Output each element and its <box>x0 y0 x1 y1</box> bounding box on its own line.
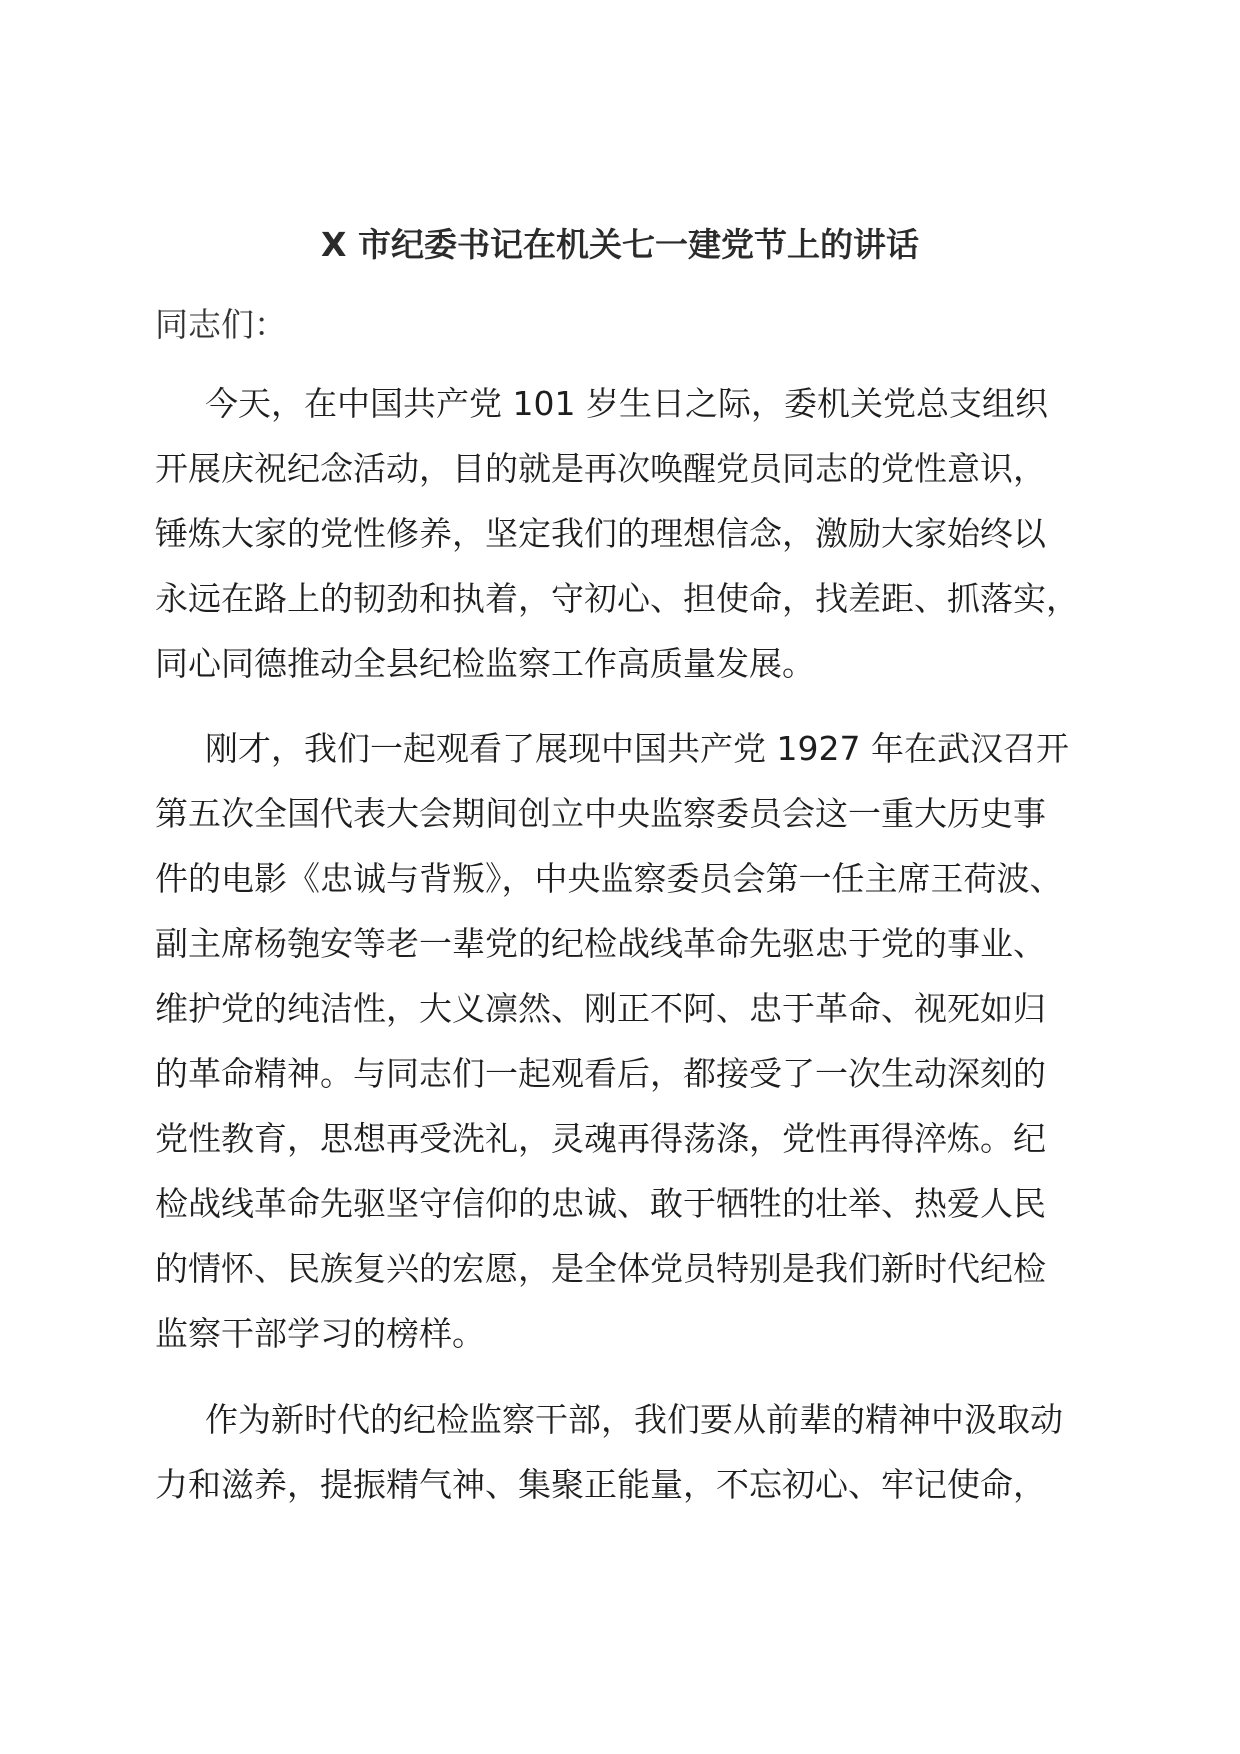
paragraph-line: 监察干部学习的榜样。 <box>155 1314 485 1353</box>
paragraph-line: 锤炼大家的党性修养，坚定我们的理想信念，激励大家始终以 <box>155 514 1046 553</box>
document-title: X 市纪委书记在机关七一建党节上的讲话 <box>321 225 919 264</box>
paragraph-line: 件的电影《忠诚与背叛》，中央监察委员会第一任主席王荷波、 <box>155 859 1063 898</box>
paragraph-line: 开展庆祝纪念活动，目的就是再次唤醒党员同志的党性意识， <box>155 449 1046 488</box>
paragraph-line: 的革命精神。与同志们一起观看后，都接受了一次生动深刻的 <box>155 1054 1046 1093</box>
paragraph-line: 检战线革命先驱坚守信仰的忠诚、敢于牺牲的壮举、热爱人民 <box>155 1184 1046 1223</box>
paragraph-line: 的情怀、民族复兴的宏愿，是全体党员特别是我们新时代纪检 <box>155 1249 1046 1288</box>
paragraph-1 <box>155 371 1107 696</box>
paragraph-line: 今天，在中国共产党 101 岁生日之际，委机关党总支组织 <box>205 384 1048 423</box>
paragraph-line: 力和滋养，提振精气神、集聚正能量，不忘初心、牢记使命， <box>155 1465 1046 1504</box>
paragraph-line: 副主席杨匏安等老一辈党的纪检战线革命先驱忠于党的事业、 <box>155 924 1046 963</box>
paragraph-line: 永远在路上的韧劲和执着，守初心、担使命，找差距、抓落实， <box>155 579 1079 618</box>
paragraph-line: 第五次全国代表大会期间创立中央监察委员会这一重大历史事 <box>155 794 1046 833</box>
paragraph-line: 同心同德推动全县纪检监察工作高质量发展。 <box>155 644 815 683</box>
paragraph-line: 刚才，我们一起观看了展现中国共产党 1927 年在武汉召开 <box>205 729 1069 768</box>
paragraph-line: 作为新时代的纪检监察干部，我们要从前辈的精神中汲取动 <box>205 1400 1063 1439</box>
paragraph-3 <box>155 1387 1107 1517</box>
paragraph-line: 党性教育，思想再受洗礼，灵魂再得荡涤，党性再得淬炼。纪 <box>155 1119 1046 1158</box>
paragraph-line: 维护党的纯洁性，大义凛然、刚正不阿、忠于革命、视死如归 <box>155 989 1046 1028</box>
paragraph-2 <box>155 716 1107 1366</box>
salutation: 同志们： <box>155 305 287 344</box>
